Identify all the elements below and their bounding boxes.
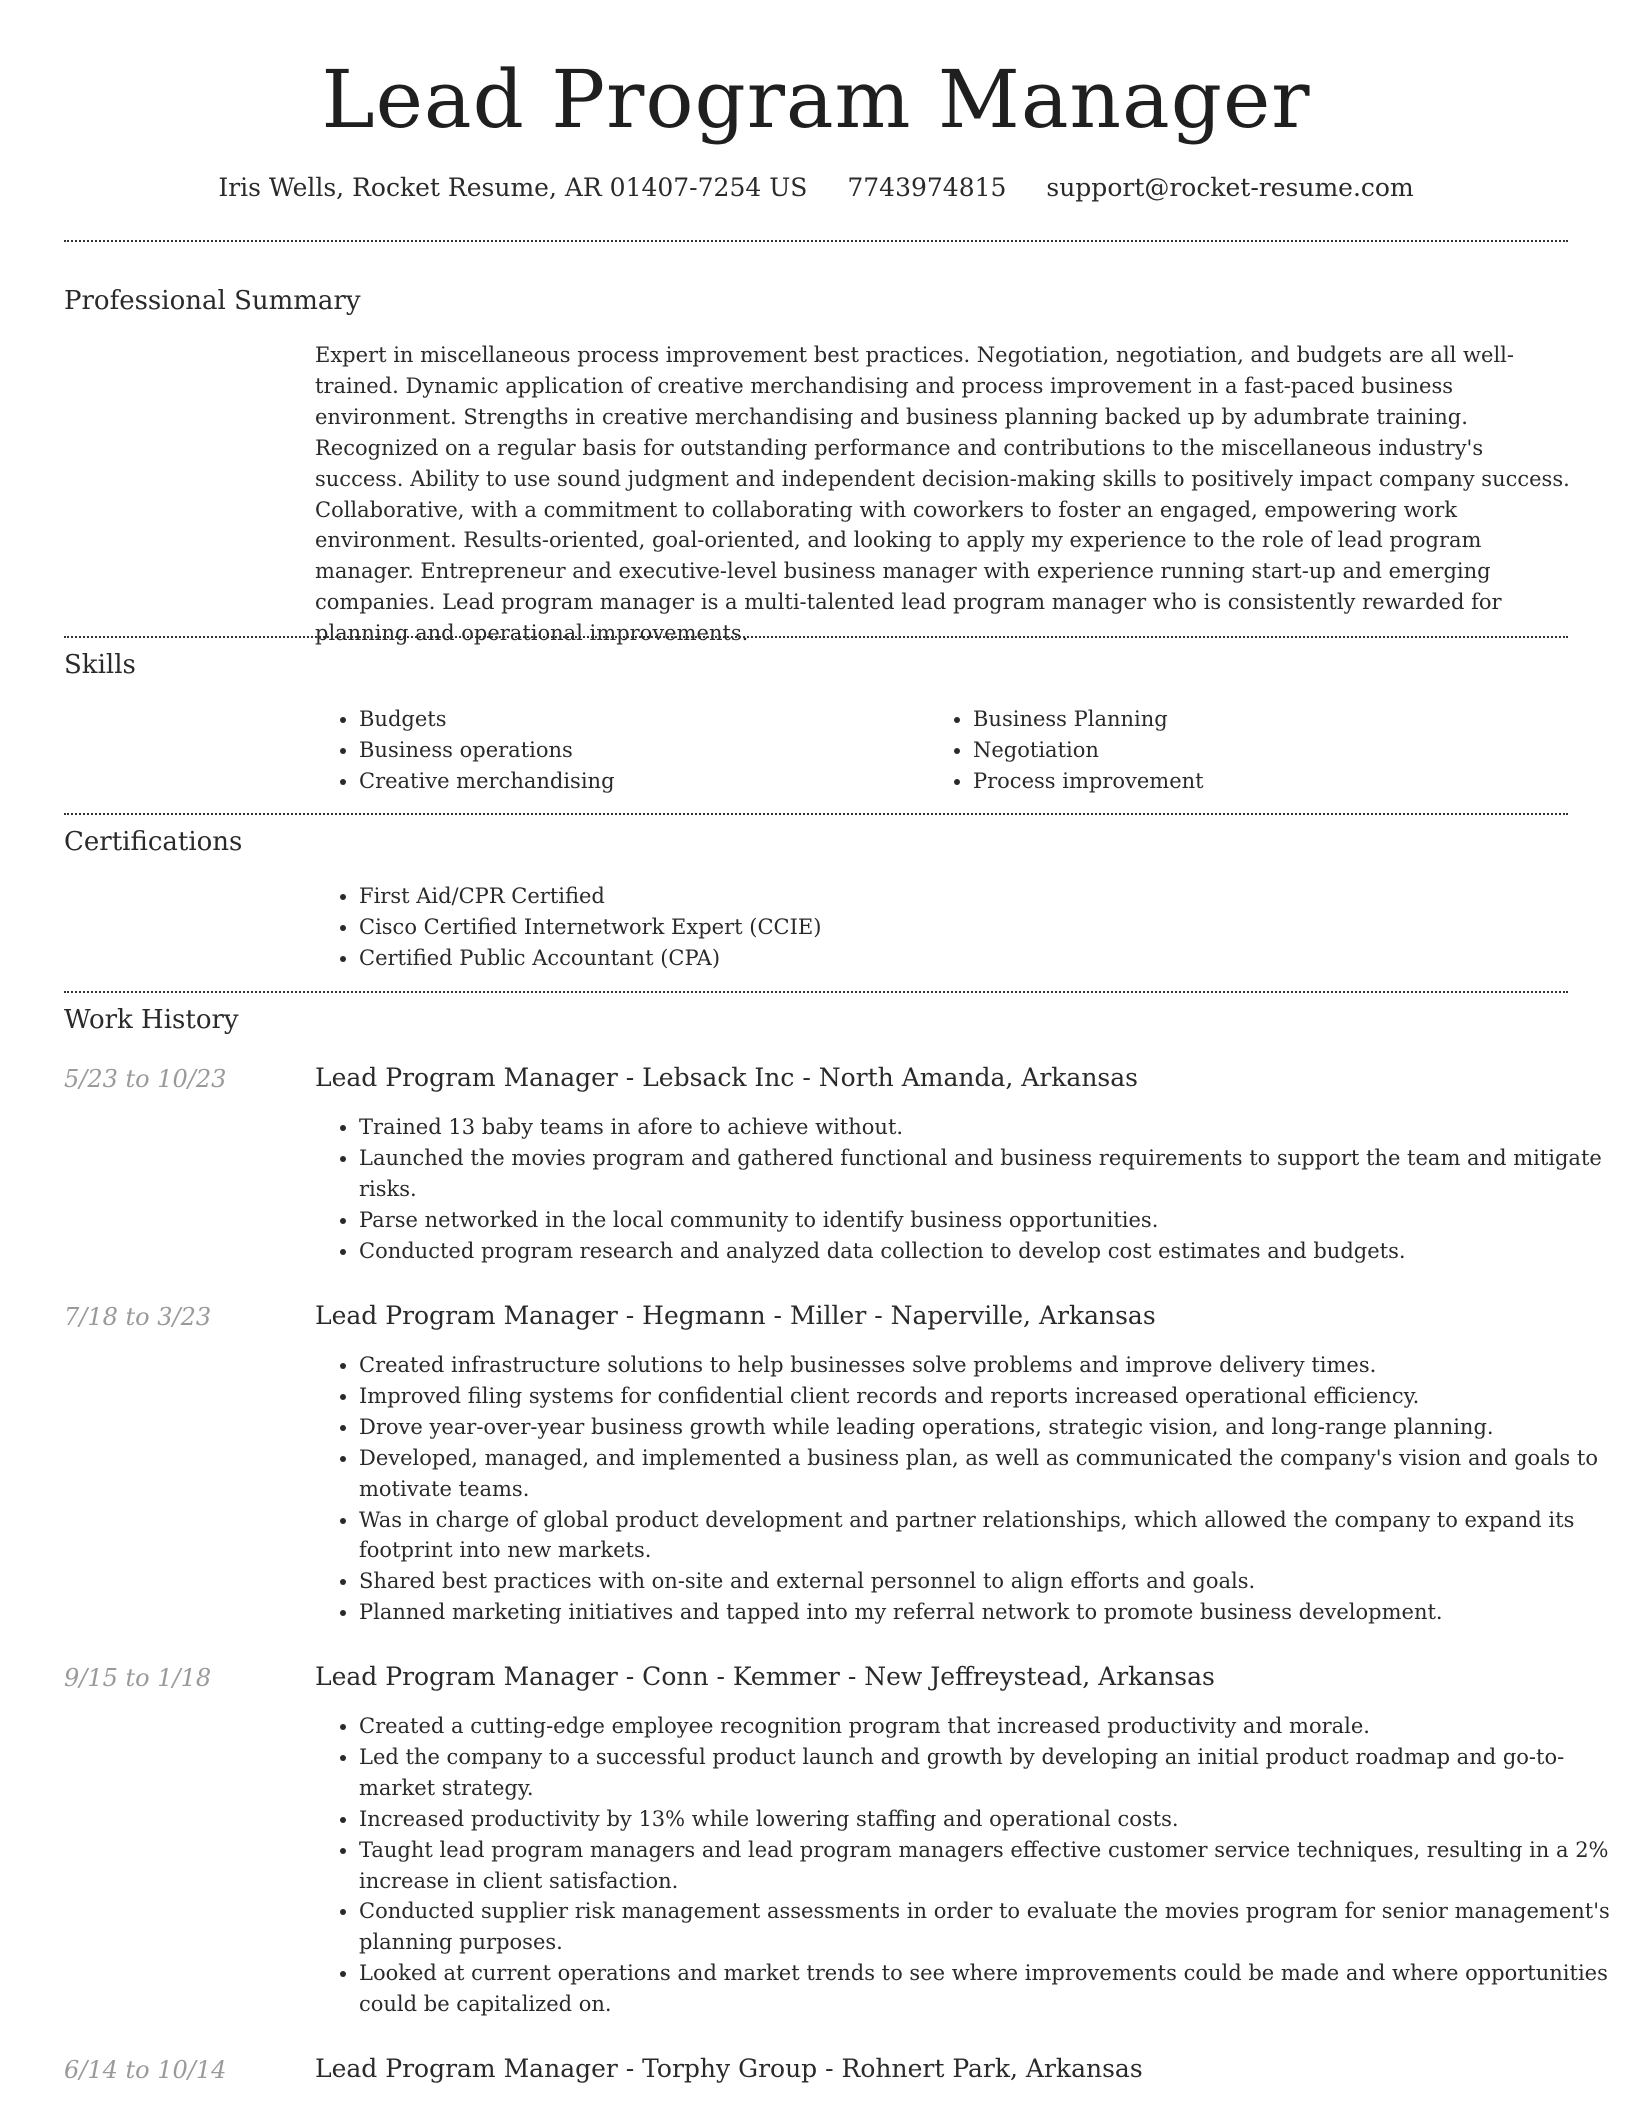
job-dates: 6/14 to 10/14 — [64, 2056, 227, 2084]
job-bullet: • Launched the movies program and gathered functional and business requirements to support the team and mitigate risks. — [359, 1143, 1614, 1205]
job-bullet: • Taught lead program managers and lead program managers effective customer service techniques, resulting in a 2% increase in client satisfaction. — [359, 1835, 1614, 1897]
job-bullet: • Parse networked in the local community to identify business opportunities. — [359, 1205, 1614, 1236]
certifications-heading: Certifications — [64, 827, 243, 857]
job-bullets — [315, 1711, 1614, 2020]
section-divider — [64, 636, 1568, 638]
contact-line — [0, 170, 1632, 206]
skills-list-right — [929, 704, 1573, 797]
section-divider — [64, 240, 1568, 242]
job-bullet: • Led the company to a successful product launch and growth by developing an initial product roadmap and go-to-market strategy. — [359, 1742, 1614, 1804]
job-dates: 7/18 to 3/23 — [64, 1303, 212, 1331]
contact-email: support@rocket-resume.com — [1046, 173, 1414, 202]
certification-item: • First Aid/CPR Certified — [359, 881, 1559, 912]
contact-phone: 7743974815 — [847, 173, 1007, 202]
job-bullet: • Created a cutting-edge employee recognition program that increased productivity and morale. — [359, 1711, 1614, 1742]
job-bullet: • Was in charge of global product development and partner relationships, which allowed the company to expand its footprint into new markets. — [359, 1505, 1614, 1567]
job-bullet: • Trained 13 baby teams in afore to achieve without. — [359, 1112, 1614, 1143]
job-bullet: • Planned marketing initiatives and tapped into my referral network to promote business development. — [359, 1597, 1614, 1628]
skill-item: • Negotiation — [973, 735, 1573, 766]
job-bullet: • Conducted program research and analyzed data collection to develop cost estimates and budgets. — [359, 1236, 1614, 1267]
job-title: Lead Program Manager - Lebsack Inc - North Amanda, Arkansas — [315, 1063, 1138, 1092]
certification-item: • Certified Public Accountant (CPA) — [359, 943, 1559, 974]
skill-item: • Business operations — [359, 735, 919, 766]
job-dates: 5/23 to 10/23 — [64, 1065, 227, 1093]
summary-text: Expert in miscellaneous process improvement best practices. Negotiation, negotiation, and budgets are all well-trained. Dynamic application of creative merchandising and process improvement in a fast-paced business environment. Strengths in creative merchandising and business planning backed up by adumbrate training. Recognized on a regular basis for outstanding performance and contributions to the miscellaneous industry's success. Ability to use sound judgment and independent decision-making skills to positively impact company success. Collaborative, with a commitment to collaborating with coworkers to foster an engaged, empowering work environment. Results-oriented, goal-oriented, and looking to apply my experience to the role of lead program manager. Entrepreneur and executive-level business manager with experience running start-up and emerging companies. Lead program manager is a multi-talented lead program manager who is consistently rewarded for planning and operational improvements. — [315, 343, 1570, 646]
resume-title: Lead Program Manager — [321, 53, 1311, 146]
skill-item: • Creative merchandising — [359, 766, 919, 797]
contact-address: Iris Wells, Rocket Resume, AR 01407-7254 US — [218, 173, 808, 202]
job-bullet: • Looked at current operations and market trends to see where improvements could be made and where opportunities could be capitalized on. — [359, 1958, 1614, 2020]
job-bullet: • Improved filing systems for confidential client records and reports increased operational efficiency. — [359, 1381, 1614, 1412]
skill-item: • Process improvement — [973, 766, 1573, 797]
job-bullets — [315, 1350, 1614, 1628]
job-title: Lead Program Manager - Hegmann - Miller - Naperville, Arkansas — [315, 1301, 1156, 1330]
skill-item: • Business Planning — [973, 704, 1573, 735]
job-bullet: • Shared best practices with on-site and external personnel to align efforts and goals. — [359, 1566, 1614, 1597]
job-bullet: • Developed, managed, and implemented a business plan, as well as communicated the company's vision and goals to motivate teams. — [359, 1443, 1614, 1505]
skill-item: • Budgets — [359, 704, 919, 735]
job-title: Lead Program Manager - Conn - Kemmer - New Jeffreystead, Arkansas — [315, 1662, 1215, 1691]
skills-heading: Skills — [64, 650, 136, 680]
job-bullets — [315, 1112, 1614, 1267]
job-bullet: • Conducted supplier risk management assessments in order to evaluate the movies program for senior management's planning purposes. — [359, 1896, 1614, 1958]
certifications-list — [315, 881, 1559, 974]
section-divider — [64, 813, 1568, 815]
job-bullet: • Increased productivity by 13% while lowering staffing and operational costs. — [359, 1804, 1614, 1835]
skills-list-left — [315, 704, 919, 797]
section-divider — [64, 991, 1568, 993]
work-history-heading: Work History — [64, 1005, 239, 1035]
job-title: Lead Program Manager - Torphy Group - Rohnert Park, Arkansas — [315, 2054, 1143, 2083]
job-dates: 9/15 to 1/18 — [64, 1664, 212, 1692]
certification-item: • Cisco Certified Internetwork Expert (CCIE) — [359, 912, 1559, 943]
job-bullet: • Drove year-over-year business growth while leading operations, strategic vision, and long-range planning. — [359, 1412, 1614, 1443]
summary-heading: Professional Summary — [64, 286, 361, 316]
job-bullet: • Created infrastructure solutions to help businesses solve problems and improve delivery times. — [359, 1350, 1614, 1381]
